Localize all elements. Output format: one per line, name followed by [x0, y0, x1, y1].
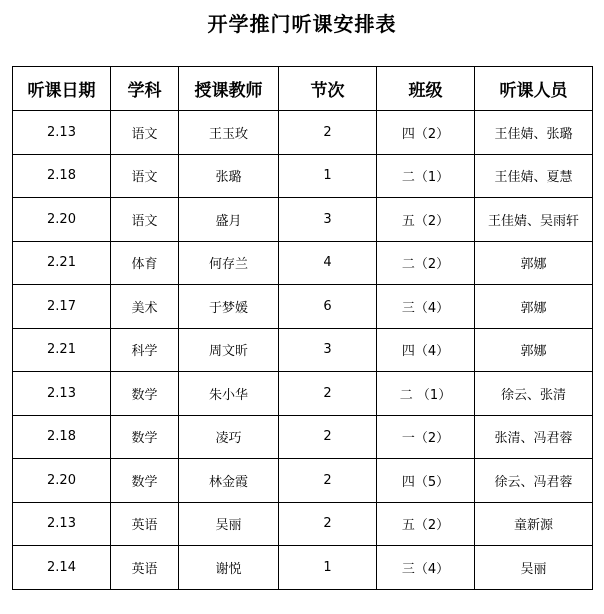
- cell-subject: 英语: [111, 546, 179, 590]
- header-subject: 学科: [111, 67, 179, 111]
- cell-subject: 语文: [111, 198, 179, 242]
- cell-date: 2.21: [13, 328, 111, 372]
- table-row: [13, 372, 593, 416]
- cell-observers: 郭娜: [475, 285, 593, 329]
- cell-date: 2.13: [13, 502, 111, 546]
- header-period: 节次: [279, 67, 377, 111]
- table-row: [13, 546, 593, 590]
- cell-period: 3: [279, 328, 377, 372]
- table-row: [13, 154, 593, 198]
- cell-teacher: 张璐: [179, 154, 279, 198]
- table-header-row: [13, 67, 593, 111]
- cell-observers: 童新源: [475, 502, 593, 546]
- cell-class: 五（2）: [377, 502, 475, 546]
- cell-period: 1: [279, 546, 377, 590]
- cell-subject: 英语: [111, 502, 179, 546]
- cell-observers: 王佳婧、吴雨轩: [475, 198, 593, 242]
- cell-subject: 数学: [111, 372, 179, 416]
- cell-date: 2.18: [13, 415, 111, 459]
- table-row: [13, 241, 593, 285]
- cell-teacher: 凌巧: [179, 415, 279, 459]
- cell-period: 2: [279, 372, 377, 416]
- cell-observers: 郭娜: [475, 241, 593, 285]
- cell-class: 四（5）: [377, 459, 475, 503]
- cell-period: 2: [279, 459, 377, 503]
- cell-teacher: 于梦媛: [179, 285, 279, 329]
- cell-class: 五（2）: [377, 198, 475, 242]
- cell-class: 二 （1）: [377, 372, 475, 416]
- table-row: [13, 328, 593, 372]
- cell-teacher: 吴丽: [179, 502, 279, 546]
- cell-date: 2.14: [13, 546, 111, 590]
- cell-date: 2.18: [13, 154, 111, 198]
- cell-date: 2.13: [13, 372, 111, 416]
- cell-date: 2.20: [13, 459, 111, 503]
- header-date: 听课日期: [13, 67, 111, 111]
- cell-observers: 吴丽: [475, 546, 593, 590]
- header-observers: 听课人员: [475, 67, 593, 111]
- cell-period: 2: [279, 502, 377, 546]
- table-row: [13, 111, 593, 155]
- cell-period: 2: [279, 111, 377, 155]
- cell-period: 3: [279, 198, 377, 242]
- header-class: 班级: [377, 67, 475, 111]
- cell-subject: 语文: [111, 111, 179, 155]
- cell-teacher: 朱小华: [179, 372, 279, 416]
- cell-observers: 王佳婧、夏慧: [475, 154, 593, 198]
- cell-class: 二（1）: [377, 154, 475, 198]
- cell-observers: 张清、冯君蓉: [475, 415, 593, 459]
- cell-teacher: 周文昕: [179, 328, 279, 372]
- cell-date: 2.20: [13, 198, 111, 242]
- cell-period: 4: [279, 241, 377, 285]
- cell-class: 四（2）: [377, 111, 475, 155]
- cell-observers: 徐云、张清: [475, 372, 593, 416]
- cell-teacher: 何存兰: [179, 241, 279, 285]
- cell-subject: 美术: [111, 285, 179, 329]
- table-row: [13, 459, 593, 503]
- cell-subject: 数学: [111, 459, 179, 503]
- cell-subject: 体育: [111, 241, 179, 285]
- cell-teacher: 王玉玫: [179, 111, 279, 155]
- cell-teacher: 林金霞: [179, 459, 279, 503]
- cell-subject: 数学: [111, 415, 179, 459]
- table-row: [13, 198, 593, 242]
- cell-observers: 郭娜: [475, 328, 593, 372]
- cell-period: 2: [279, 415, 377, 459]
- cell-subject: 科学: [111, 328, 179, 372]
- cell-teacher: 谢悦: [179, 546, 279, 590]
- cell-class: 一（2）: [377, 415, 475, 459]
- table-row: [13, 285, 593, 329]
- cell-date: 2.13: [13, 111, 111, 155]
- schedule-table: [12, 66, 593, 590]
- page-title: 开学推门听课安排表: [207, 12, 397, 36]
- header-teacher: 授课教师: [179, 67, 279, 111]
- cell-observers: 王佳婧、张璐: [475, 111, 593, 155]
- cell-date: 2.17: [13, 285, 111, 329]
- cell-observers: 徐云、冯君蓉: [475, 459, 593, 503]
- cell-class: 三（4）: [377, 285, 475, 329]
- cell-period: 6: [279, 285, 377, 329]
- cell-class: 四（4）: [377, 328, 475, 372]
- cell-teacher: 盛月: [179, 198, 279, 242]
- table-row: [13, 415, 593, 459]
- cell-subject: 语文: [111, 154, 179, 198]
- cell-class: 三（4）: [377, 546, 475, 590]
- table-body: [13, 111, 593, 590]
- cell-period: 1: [279, 154, 377, 198]
- cell-class: 二（2）: [377, 241, 475, 285]
- cell-date: 2.21: [13, 241, 111, 285]
- table-row: [13, 502, 593, 546]
